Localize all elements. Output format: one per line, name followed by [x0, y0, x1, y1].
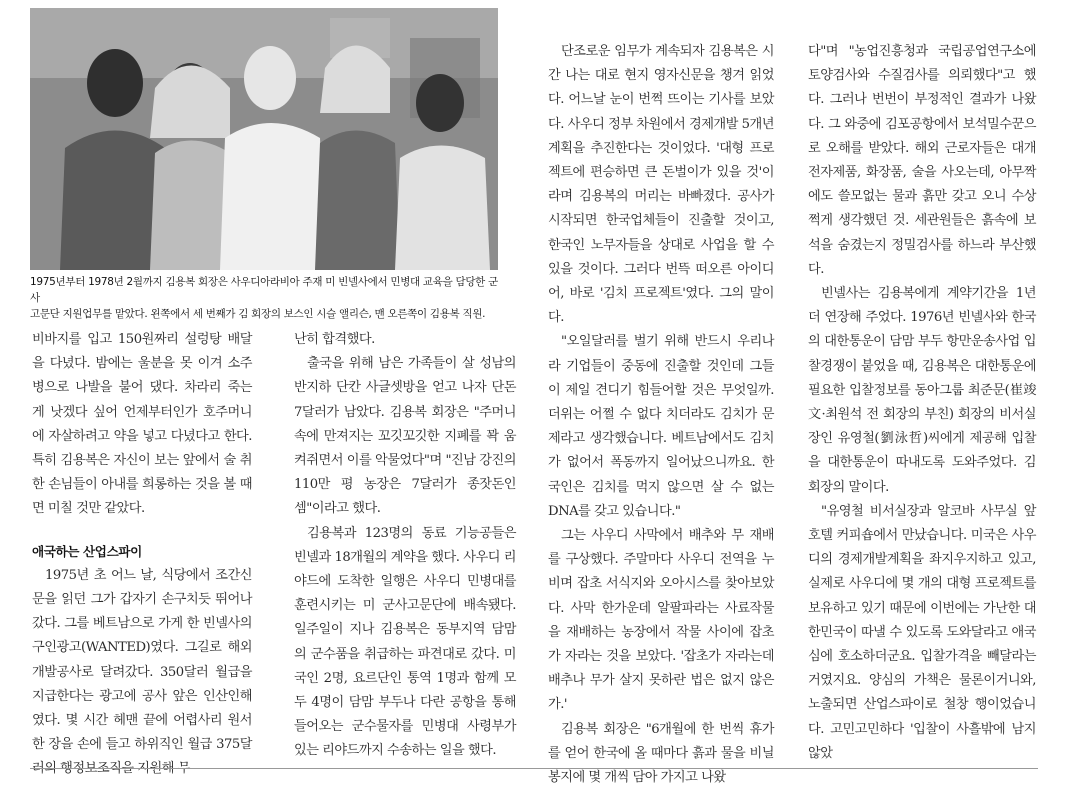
- historical-photo: [30, 8, 498, 270]
- paragraph: 난히 합격했다.: [294, 332, 375, 347]
- article-column-4: [808, 40, 1036, 766]
- paragraph: 1975년 초 어느 날, 식당에서 조간신문을 읽던 그가 갑자기 손구치듯 뛰어나갔다. 그를 베트남으로 가게 한 빈넬사의 구인광고(WANTED)였다. 그길로 해외개발공사로 달려갔다. 350달러 월급을 지급한다는 광고에 공사 앞은 인산인해였다. 몇 시간 헤맨 끝에 어렵사리 원서 한 장을 손에 들고 하위직인 월급 375달: [32, 567, 252, 753]
- article-column-2: [294, 328, 516, 764]
- paragraph: "오일달러를 벌기 위해 반드시 우리나라 기업들이 중동에 진출할 것인데 그들이 제일 견디기 힘들어할 것은 무엇일까. 더위는 어쩔 수 없다 치더라도 김치가 문제라고 생각했습니다. 베트남에서도 김치가 없어서 폭동까지 일어났으니까요. 한국인은 김치를 먹지 않으면 살 수 없는 DNA를 갖고 있습니다.": [548, 334, 774, 519]
- paragraph: 비바지를 입고 150원짜리 설렁탕 배달을 다녔다. 밤에는 울분을 못 이겨 소주병으로 나발을 불어 댔다. 차라리 죽는 게 낫겠다 싶어 언제부터인가 호주머니에 자살하려고 약을 넣고 다녔다고 한다. 특히 김용복은 자신이 보는 앞에서 술 취한 손님들이 아내를 희롱하는 것을 볼 때면 미칠 것만 같았다.: [32, 332, 252, 517]
- article-column-3: [548, 40, 774, 790]
- paragraph: 다"며 "농업진흥청과 국립공업연구소에 토양검사와 수질검사를 의뢰했다"고 했다. 그러나 번번이 부정적인 결과가 나왔다. 그 와중에 김포공항에서 보석밀수꾼으로 오해를 받았다. 해외 근로자들은 대개 전자제품, 화장품, 술을 사오는데, 아무짝에도 쓸모없는 물과 흙만 갖고 오니 수상쩍게 생각했던 것. 세관원들은 흙속에 보석을 숨겼는지 정밀검사를 하느라 부산했다.: [808, 44, 1036, 277]
- paragraph: 단조로운 임무가 계속되자 김용복은 시간 나는 대로 현지 영자신문을 챙겨 읽었다. 어느날 눈이 번쩍 뜨이는 기사를 보았다. 사우디 정부 차원에서 경제개발 5개년계획을 추진한다는 것이었다. '대형 프로젝트에 편승하면 큰 돈벌이가 있을 것'이라며 김용복의 머리는 바빠졌다. 공사가 시작되면 한국업체들이 진출할 것이고, 한국인 노무자들을 상대로 사업을 할 수 있을 것이다. 그러다 번뜩 떠오른 아이디어, 바로 '김치 프로젝트'였다. 그의 말이다.: [548, 44, 774, 326]
- page-bottom-rule: [30, 768, 1038, 769]
- paragraph: 출국을 위해 남은 가족들이 살 성남의 반지하 단칸 사글셋방을 얻고 나자 단돈 7달러가 남았다. 김용복 회장은 "주머니 속에 만져지는 꼬깃꼬깃한 지폐를 꽉 움켜쥐면서 이를 악물었다"며 "진남 강진의 110만 평 농장은 7달러가 종잣돈인 셈"이라고 했다.: [294, 356, 516, 517]
- article-column-1: [32, 328, 252, 782]
- section-subheading: 애국하는 산업스파이: [32, 543, 142, 559]
- photo-illustration: [30, 8, 498, 270]
- paragraph: 빈넬사는 김용복에게 계약기간을 1년 더 연장해 주었다. 1976년 빈넬사와 한국의 대한통운이 담맘 부두 항만운송사업 입찰경쟁이 붙었을 때, 김용복은 대한통운에 필요한 입찰정보를 동아그룹 최준문(崔竣文·최원석 전 회장의 부친) 회장의 비서실장인 유영철(劉泳哲)씨에게 제공해 입찰을 대한통운이 따내도록 도와주었다. 김 회장의 말이다.: [808, 286, 1036, 495]
- paragraph: 김용복 회장은 "6개월에 한 번씩 휴가를 얻어 한국에 올 때마다 흙과 물을 비닐봉지에 몇 개씩 담아 가지고 나왔: [548, 721, 774, 786]
- caption-line: 1975년부터 1978년 2월까지 김용복 회장은 사우디아라비아 주재 미 빈넬사에서 민병대 교육을 담당한 군사: [30, 276, 498, 304]
- paragraph: "유영철 비서실장과 알코바 사무실 앞 호텔 커피숍에서 만났습니다. 미국은 사우디의 경제개발계획을 좌지우지하고 있고, 실제로 사우디에 몇 개의 대형 프로젝트를 보유하고 있기 때문에 이번에는 가난한 대한민국이 따낼 수 있도록 도와달라고 애국심에 호소하더군요. 입찰가격을 빼달라는 거였지요. 양심의 가책은 물론이거니와, 노출되면 산업스파이로 철창 행이었습니다. 고민고민하다 '입찰이 사흘밖에 남지 않았: [808, 503, 1036, 761]
- photo-caption: [30, 274, 500, 322]
- caption-line: 고문단 지원업무를 맡았다. 왼쪽에서 세 번째가 김 회장의 보스인 시슬 앨리슨, 맨 오른쪽이 김용복 직원.: [30, 308, 486, 320]
- paragraph: 그는 사우디 사막에서 배추와 무 재배를 구상했다. 주말마다 사우디 전역을 누비며 잡초 서식지와 오아시스를 찾아보았다. 사막 한가운데 알팔파라는 사료작물을 재배하는 농장에서 작물 사이에 잡초가 자라는 것을 보았다. '잡초가 자라는데 배추나 무가 살지 못하란 법은 없지 않은가.': [548, 528, 774, 713]
- paragraph: 김용복과 123명의 동료 기능공들은 빈넬과 18개월의 계약을 했다. 사우디 리야드에 도착한 일행은 사우디 민병대를 훈련시키는 미 군사고문단에 배속됐다. 일주일이 지나 김용복은 동부지역 담맘의 군수품을 취급하는 파견대로 갔다. 미국인 2명, 요르단인 통역 1명과 함께 모두 4명이 담맘 부두나 다란 공항을 통해 들어오는 군수물자를 민병대 사령부가 있는 리야드까지 수송하는 일을 했다.: [294, 525, 516, 759]
